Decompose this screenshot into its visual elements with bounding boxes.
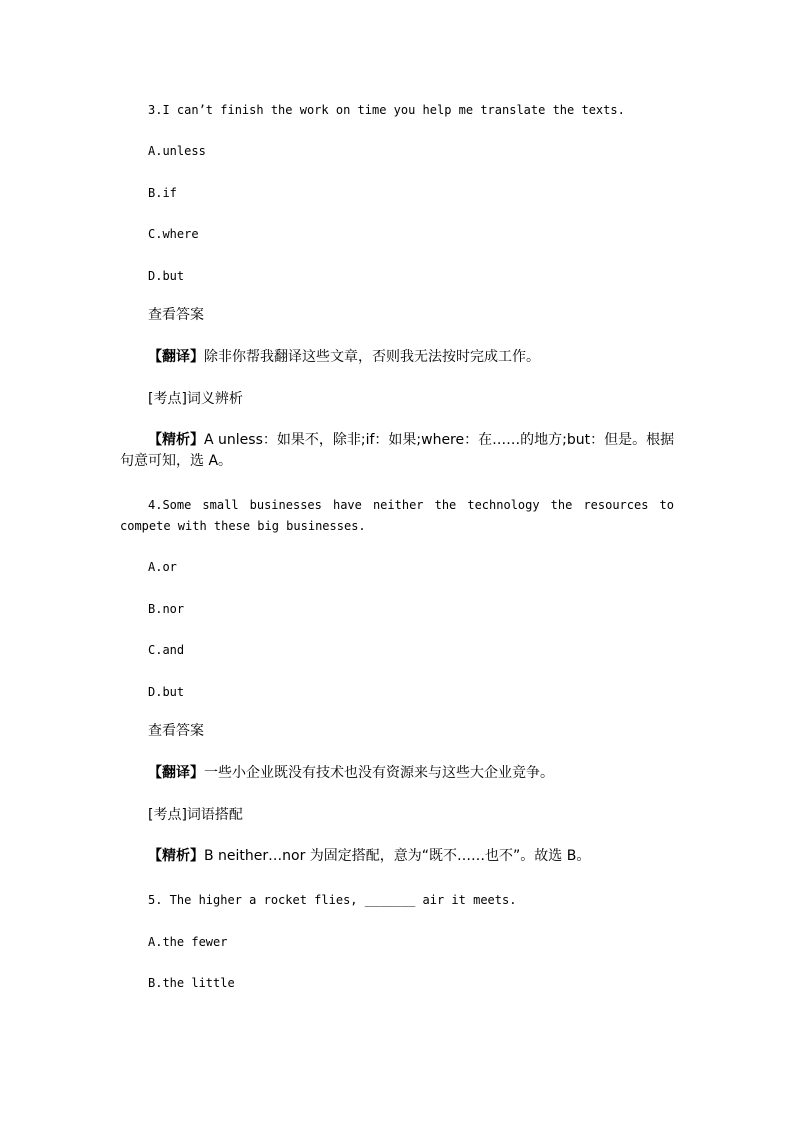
question-4-stem-line-1: 4.Some small businesses have neither the technology the resources to (148, 498, 674, 512)
translation-tag: 【翻译】 (148, 349, 204, 365)
question-3-translation (148, 348, 540, 366)
question-4-option-c: C.and (148, 643, 185, 657)
question-4-view-answer-link[interactable]: 查看答案 (148, 723, 204, 739)
analysis-tag: 【精析】 (148, 848, 204, 864)
question-5-stem: 5. The higher a rocket flies, _______ air it meets. (148, 893, 517, 907)
question-4-analysis (148, 847, 590, 865)
question-3-analysis-line-2: 句意可知，选 A。 (120, 453, 233, 469)
question-4-stem-line-2: compete with these big businesses. (120, 519, 366, 533)
analysis-text: A unless：如果不，除非;if：如果;where：在……的地方;but：但是。根据 (204, 432, 675, 448)
question-3-view-answer-link[interactable]: 查看答案 (148, 307, 204, 323)
question-5-option-b: B.the little (148, 976, 235, 990)
translation-tag: 【翻译】 (148, 765, 204, 781)
translation-text: 一些小企业既没有技术也没有资源来与这些大企业竞争。 (204, 765, 554, 781)
question-3-option-a: A.unless (148, 144, 206, 158)
question-3-option-b: B.if (148, 186, 177, 200)
question-5-option-a: A.the fewer (148, 935, 228, 949)
question-4-point: [考点]词语搭配 (148, 807, 243, 823)
question-3-point: [考点]词义辨析 (148, 391, 243, 407)
analysis-text: B neither…nor 为固定搭配，意为“既不……也不”。故选 B。 (204, 848, 591, 864)
question-3-analysis-line-1 (148, 431, 674, 449)
question-4-option-a: A.or (148, 560, 177, 574)
question-4-option-b: B.nor (148, 602, 185, 616)
question-4-option-d: D.but (148, 685, 185, 699)
question-3-option-c: C.where (148, 227, 199, 241)
question-3-stem: 3.I can’t finish the work on time you help me translate the texts. (148, 103, 625, 117)
question-3-option-d: D.but (148, 269, 185, 283)
translation-text: 除非你帮我翻译这些文章，否则我无法按时完成工作。 (204, 349, 540, 365)
analysis-tag: 【精析】 (148, 432, 204, 448)
question-4-translation (148, 764, 554, 782)
